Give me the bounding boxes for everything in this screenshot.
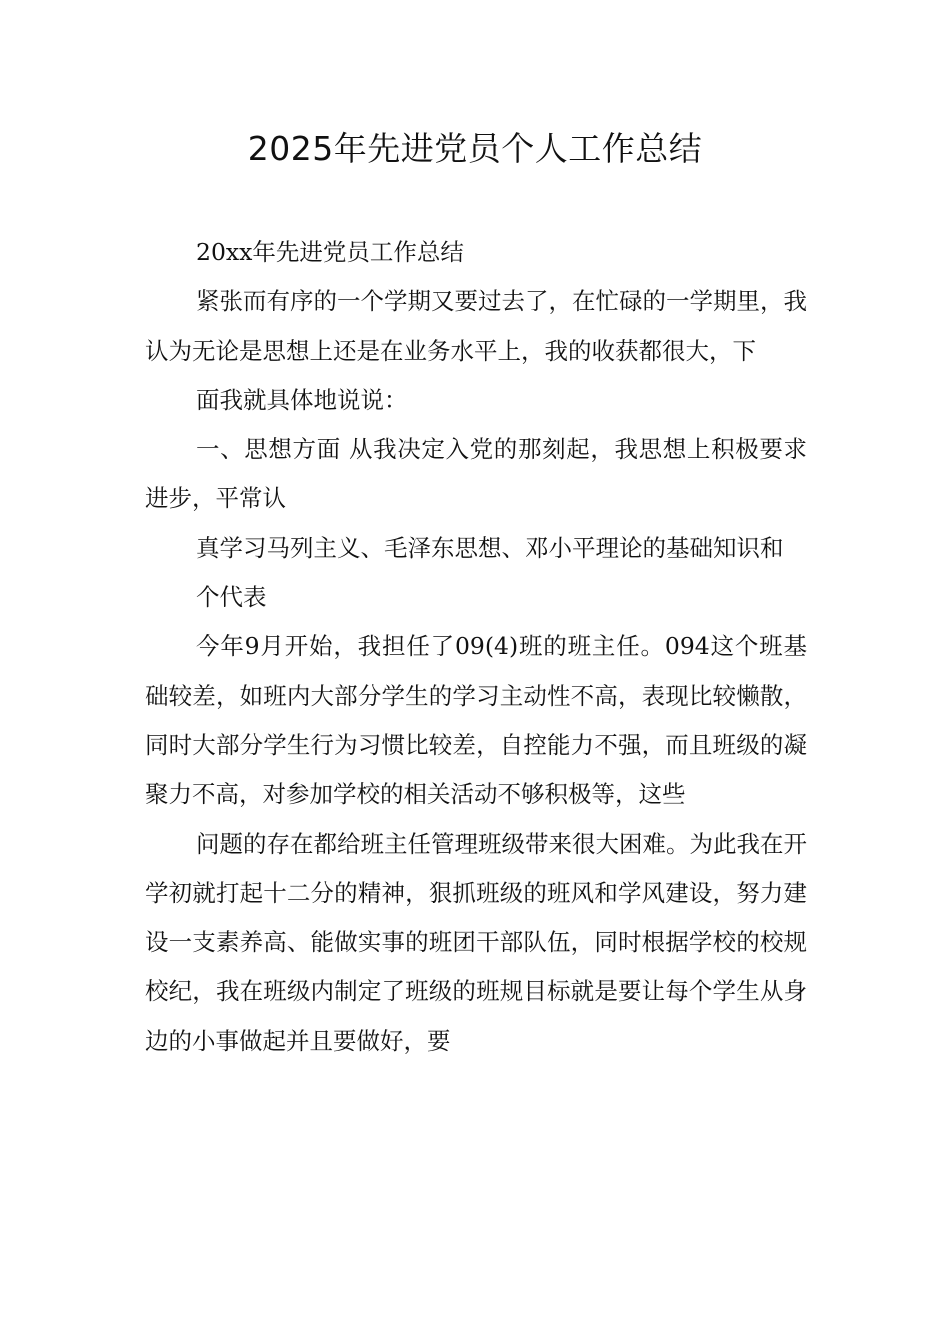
paragraph-theory-study: 真学习马列主义、毛泽东思想、邓小平理论的基础知识和 <box>196 533 784 562</box>
paragraph-section-one: 一、思想方面 从我决定入党的那刻起，我思想上积极要求进步，平常认 <box>145 435 807 513</box>
paragraph-intro: 紧张而有序的一个学期又要过去了，在忙碌的一学期里，我认为无论是思想上还是在业务水平上，我的收获都很大，下 <box>145 287 807 365</box>
document-title: 2025年先进党员个人工作总结 <box>247 129 703 168</box>
paragraph-class-teacher: 今年9月开始，我担任了09(4)班的班主任。094这个班基础较差，如班内大部分学生的学习主动性不高，表现比较懒散，同时大部分学生行为习惯比较差，自控能力不强，而且班级的凝聚力不高，对参加学校的相关活动不够积极等，这些 <box>145 632 807 809</box>
document-body <box>145 228 807 1066</box>
paragraph-subtitle: 20xx年先进党员工作总结 <box>196 238 464 266</box>
paragraph-representatives: 个代表 <box>196 583 267 612</box>
paragraph-lead-in: 面我就具体地说说： <box>196 385 408 414</box>
paragraph-class-management: 问题的存在都给班主任管理班级带来很大困难。为此我在开学初就打起十二分的精神，狠抓班级的班风和学风建设，努力建设一支素养高、能做实事的班团干部队伍，同时根据学校的校规校纪，我在班级内制定了班级的班规目标就是要让每个学生从身边的小事做起并且要做好，要 <box>145 829 807 1055</box>
